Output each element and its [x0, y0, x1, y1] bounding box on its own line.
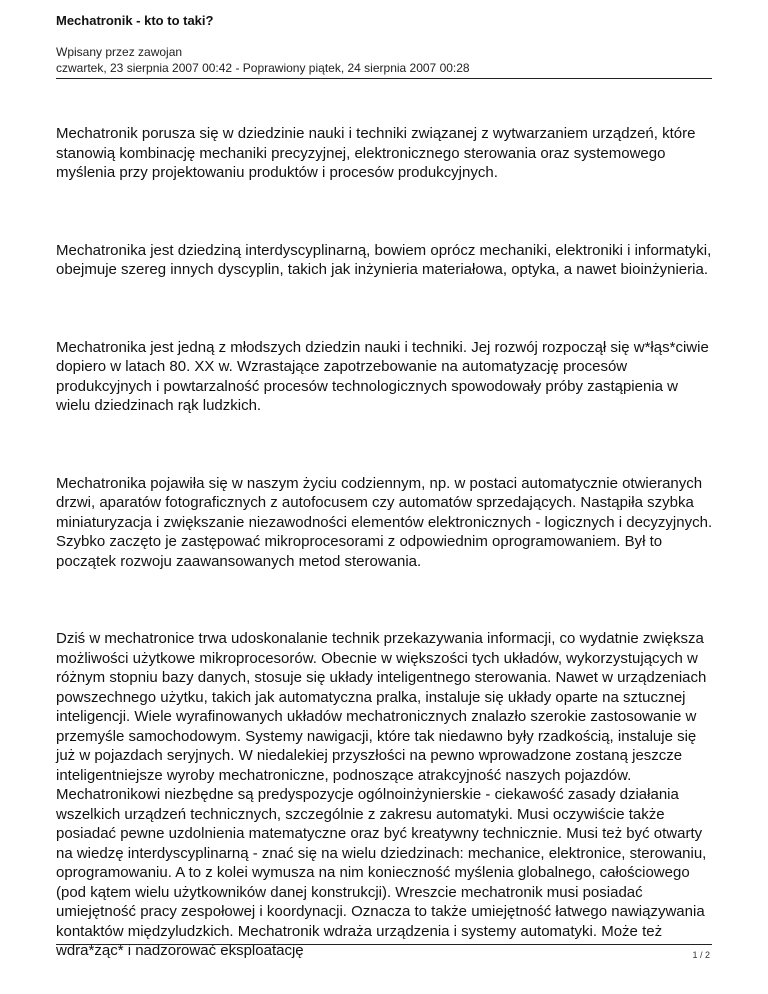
- footer-divider: [56, 944, 712, 945]
- paragraph-1: Mechatronik porusza się w dziedzinie nauki i techniki związanej z wytwarzaniem urządzeń, które stanowią kombinację mechaniki precyzyjnej, elektronicznego sterowania oraz systemowego myślenia przy projektowaniu produktów i procesów produkcyjnych.: [56, 125, 696, 181]
- paragraph-4: Mechatronika pojawiła się w naszym życiu codziennym, np. w postaci automatycznie otwieranych drzwi, aparatów fotograficznych z autofocusem czy automatów sprzedających. Nastąpiła szybka miniaturyzacja i zwiększanie niezawodności elementów elektronicznych - logicznych i decyzyjnych. Szybko zaczęto je zastępować mikroprocesorami z odpowiednim oprogramowaniem. Był to początek rozwoju zaawansowanych metod sterowania.: [56, 474, 713, 570]
- article-meta: [56, 44, 712, 76]
- article-body: [56, 124, 716, 961]
- author-line: Wpisany przez zawojan: [56, 45, 183, 59]
- paragraph-2: Mechatronika jest dziedziną interdyscyplinarną, bowiem oprócz mechaniki, elektroniki i informatyki, obejmuje szereg innych dyscyplin, takich jak inżynieria materiałowa, optyka, a nawet bioinżynieria.: [56, 241, 712, 278]
- date-line: czwartek, 23 sierpnia 2007 00:42 - Poprawiony piątek, 24 sierpnia 2007 00:28: [56, 61, 470, 75]
- header-divider: [56, 78, 712, 79]
- document-header: [56, 12, 712, 76]
- article-title: Mechatronik - kto to taki?: [56, 13, 214, 28]
- paragraph-3: Mechatronika jest jedną z młodszych dziedzin nauki i techniki. Jej rozwój rozpoczął się w*łąs*ciwie dopiero w latach 80. XX w. Wzrastające zapotrzebowanie na automatyzację procesów produkcyjnych i powtarzalność procesów technologicznych spowodowały próby zastąpienia w wielu dziedzinach rąk ludzkich.: [56, 338, 709, 414]
- page-indicator: 1 / 2: [692, 950, 710, 960]
- paragraph-5: Dziś w mechatronice trwa udoskonalanie technik przekazywania informacji, co wydatnie zwiększa możliwości użytkowe mikroprocesorów. Obecnie w większości tych układów, wykorzystujących w różnym stopniu bazy danych, stosuje się układy inteligentnego sterowania. Nawet w urządzeniach powszechnego użytku, takich jak automatyczna pralka, instaluje się układy oparte na sztucznej inteligencji. Wiele wyrafinowanych układów mechatronicznych znalazło szerokie zastosowanie w przemyśle samochodowym. Systemy nawigacji, które tak niedawno były rzadkością, instaluje się już w pojazdach seryjnych. W niedalekiej przyszłości na pewno wprowadzone zostaną jeszcze inteligentniejsze wyroby mechatroniczne, podnoszące atrakcyjność naszych pojazdów. Mechatronikowi niezbędne są predyspozycje ogólnoinżynierskie - ciekawość zasady działania wszelkich urządzeń technicznych, szczególnie z zakresu automatyki. Musi oczywiście także posiadać pewne uzdolnienia matematyczne oraz być kreatywny technicznie. Musi też być otwarty na wiedzę interdyscyplinarną - znać się na wielu dziedzinach: mechanice, elektronice, sterowaniu, oprogramowaniu. A to z kolei wymusza na nim konieczność myślenia globalnego, całościowego (pod kątem wielu użytkowników danej konstrukcji). Wreszcie mechatronik musi posiadać umiejętność pracy zespołowej i koordynacji. Oznacza to także umiejętność łatwego nawiązywania kontaktów międzyludzkich. Mechatronik wdraża urządzenia i systemy automatyki. Może też wdra*żąc* i nadzorować eksploatację: [56, 630, 707, 959]
